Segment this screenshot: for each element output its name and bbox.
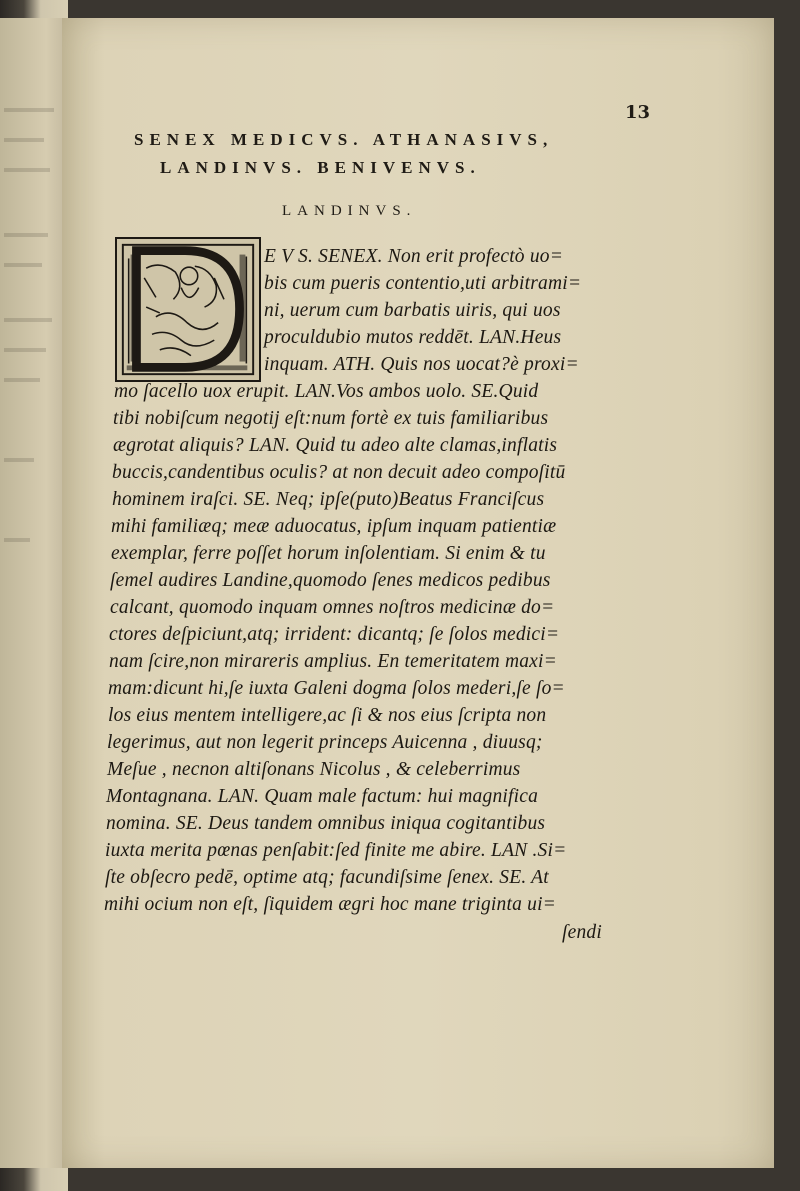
book-page — [62, 18, 774, 1168]
text-line: mo ſacello uox erupit. LAN.Vos ambos uolo. SE.Quid — [114, 381, 539, 402]
previous-page-edge — [0, 18, 67, 1168]
text-line: Meſue , necnon altiſonans Nicolus , & celeberrimus — [107, 759, 521, 780]
text-line: nam ſcire,non mirareris amplius. En temeritatem maxi= — [109, 651, 558, 672]
text-line: ſemel audires Landine,quomodo ſenes medicos pedibus — [110, 570, 551, 591]
text-line: nomina. SE. Deus tandem omnibus iniqua cogitantibus — [106, 813, 546, 834]
text-line: ſte obſecro pedē, optime atq; facundiſsime ſenex. SE. At — [105, 867, 549, 888]
text-line: exemplar, ferre poſſet horum inſolentiam. Si enim & tu — [111, 543, 546, 564]
text-line: calcant, quomodo inquam omnes noſtros medicinæ do= — [110, 597, 555, 618]
text-line: mam:dicunt hi,ſe iuxta Galeni dogma ſolos mederi,ſe ſo= — [108, 678, 565, 699]
text-line: buccis,candentibus oculis? at non decuit adeo compoſitū — [112, 462, 566, 483]
text-line: inquam. ATH. Quis nos uocat?è proxi= — [264, 354, 579, 375]
woodcut-initial-d-icon — [115, 237, 261, 382]
text-line: Montagnana. LAN. Quam male factum: hui magnifica — [106, 786, 539, 807]
text-line: mihi ocium non eſt, ſiquidem ægri hoc mane triginta ui= — [104, 894, 557, 915]
text-line: tibi nobiſcum negotij eſt:num fortè ex tuis familiaribus — [113, 408, 549, 429]
text-line: E V S. SENEX. Non erit profectò uo= — [264, 246, 564, 267]
text-line: ctores deſpiciunt,atq; irrident: dicantq; ſe ſolos medici= — [109, 624, 560, 645]
page-number: 13 — [625, 102, 651, 123]
text-line: legerimus, aut non legerit princeps Auicenna , diuusq; — [107, 732, 543, 753]
text-line: hominem iraſci. SE. Neq; ipſe(puto)Beatus Franciſcus — [112, 489, 545, 510]
text-line: iuxta merita pœnas penſabit:ſed finite me abire. LAN .Si= — [105, 840, 567, 861]
text-line: mihi familiæq; meæ aduocatus, ipſum inquam patientiæ — [111, 516, 557, 537]
heading-speakers-line2: LANDINVS. BENIVENVS. — [160, 158, 481, 177]
text-line: bis cum pueris contentio,uti arbitrami= — [264, 273, 582, 294]
text-line: proculdubio mutos reddēt. LAN.Heus — [264, 327, 562, 348]
text-line: ni, uerum cum barbatis uiris, qui uos — [264, 300, 561, 321]
text-line-catchword: ſendi — [562, 922, 602, 943]
heading-first-speaker: LANDINVS. — [282, 203, 417, 219]
text-line: ægrotat aliquis? LAN. Quid tu adeo alte clamas,inflatis — [113, 435, 558, 456]
text-line: los eius mentem intelligere,ac ſi & nos eius ſcripta non — [108, 705, 547, 726]
heading-speakers-line1: SENEX MEDICVS. ATHANASIVS, — [134, 130, 554, 149]
